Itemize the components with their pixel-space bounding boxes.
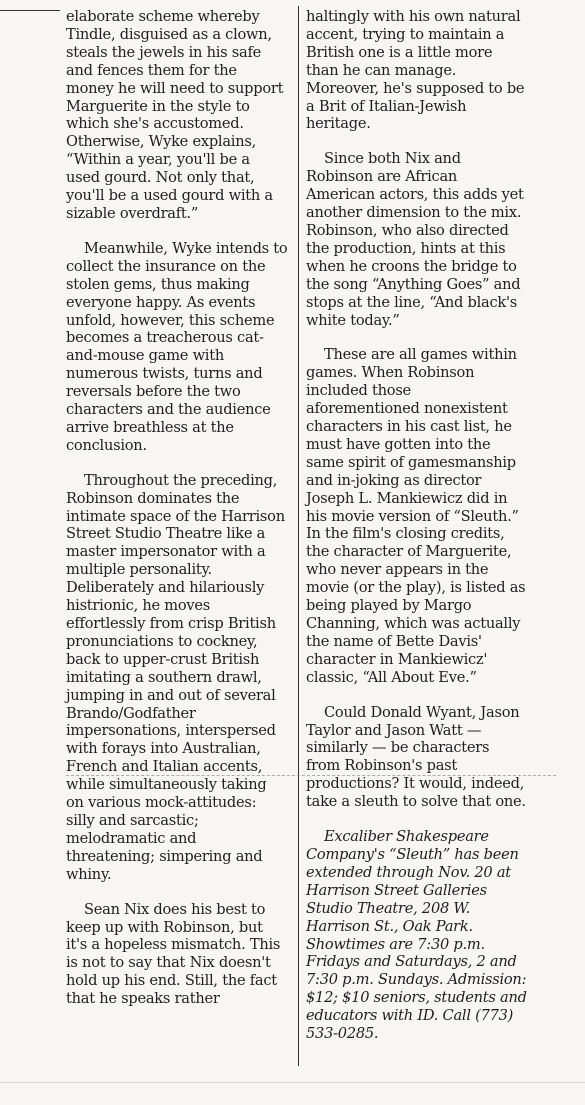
text-line: you'll be a used gourd with a bbox=[66, 187, 273, 205]
text-line: 7:30 p.m. Sundays. Admission: bbox=[306, 971, 527, 989]
text-line: British one is a little more bbox=[306, 43, 493, 61]
text-line: Joseph L. Mankiewicz did in bbox=[306, 489, 508, 507]
article-paragraph bbox=[306, 346, 540, 686]
text-line: Company's “Sleuth” has been bbox=[306, 845, 519, 863]
left-column bbox=[66, 8, 294, 1008]
text-line: is not to say that Nix doesn't bbox=[66, 954, 271, 972]
text-line: accent, trying to maintain a bbox=[306, 25, 505, 43]
text-line: used gourd. Not only that, bbox=[66, 169, 255, 187]
text-line: master impersonator with a bbox=[66, 543, 266, 561]
text-line: similarly — be characters bbox=[306, 739, 490, 757]
text-line: “Within a year, you'll be a bbox=[66, 151, 250, 169]
text-line: characters in his cast list, he bbox=[306, 418, 512, 436]
text-line: it's a hopeless mismatch. This bbox=[66, 936, 281, 954]
text-line: Otherwise, Wyke explains, bbox=[66, 133, 256, 151]
right-column bbox=[306, 8, 540, 1043]
show-info-paragraph bbox=[306, 828, 540, 1043]
text-line: take a sleuth to solve that one. bbox=[306, 793, 526, 811]
text-line: another dimension to the mix. bbox=[306, 204, 522, 222]
text-line: intimate space of the Harrison bbox=[66, 507, 285, 525]
text-line: Harrison Street Galleries bbox=[306, 881, 487, 899]
text-line: $12; $10 seniors, students and bbox=[306, 989, 527, 1007]
text-line: These are all games within bbox=[324, 346, 517, 364]
text-line: Sean Nix does his best to bbox=[84, 900, 266, 918]
text-line: effortlessly from crisp British bbox=[66, 615, 276, 632]
text-line: heritage. bbox=[306, 115, 371, 133]
article-paragraph bbox=[66, 472, 294, 884]
text-line: educators with ID. Call (773) bbox=[306, 1007, 514, 1025]
text-line: while simultaneously taking bbox=[66, 776, 267, 794]
paragraph-gap bbox=[306, 329, 540, 346]
text-line: must have gotten into the bbox=[306, 435, 491, 453]
text-line: stops at the line, “And black's bbox=[306, 293, 517, 311]
text-line: with forays into Australian, bbox=[66, 740, 261, 758]
text-line: Robinson, who also directed bbox=[306, 221, 509, 239]
text-line: Since both Nix and bbox=[324, 150, 461, 168]
text-line: In the film's closing credits, bbox=[306, 525, 505, 543]
text-line: a Brit of Italian-Jewish bbox=[306, 97, 467, 115]
text-line: classic, “All About Eve.” bbox=[306, 668, 477, 686]
text-line: included those bbox=[306, 382, 411, 400]
text-line: reversals before the two bbox=[66, 383, 241, 401]
text-line: Marguerite in the style to bbox=[66, 97, 250, 115]
text-line: Meanwhile, Wyke intends to bbox=[84, 239, 288, 257]
text-line: Deliberately and hilariously bbox=[66, 579, 265, 597]
text-line: hold up his end. Still, the fact bbox=[66, 972, 277, 990]
text-line: the song “Anything Goes” and bbox=[306, 275, 521, 293]
text-line: the character of Marguerite, bbox=[306, 543, 512, 561]
text-line: being played by Margo bbox=[306, 597, 472, 615]
text-line: Fridays and Saturdays, 2 and bbox=[306, 953, 517, 971]
text-line: Robinson are African bbox=[306, 168, 458, 186]
paragraph-gap bbox=[306, 811, 540, 828]
text-line: and in-joking as director bbox=[306, 471, 482, 489]
text-line: the name of Bette Davis' bbox=[306, 632, 482, 650]
text-line: from Robinson's past bbox=[306, 757, 458, 775]
text-line: Tindle, disguised as a clown, bbox=[66, 25, 272, 43]
text-line: stolen gems, thus making bbox=[66, 275, 250, 293]
text-line: movie (or the play), is listed as bbox=[306, 579, 526, 597]
text-line: Harrison St., Oak Park. bbox=[306, 917, 473, 935]
text-line: his movie version of “Sleuth.” bbox=[306, 507, 519, 525]
text-line: than he can manage. bbox=[306, 61, 457, 79]
fold-crease bbox=[66, 775, 556, 776]
text-line: and-mouse game with bbox=[66, 347, 224, 365]
text-line: collect the insurance on the bbox=[66, 257, 266, 275]
text-line: sizable overdraft.” bbox=[66, 204, 199, 222]
text-line: imitating a southern drawl, bbox=[66, 668, 262, 686]
text-line: Brando/Godfather bbox=[66, 704, 196, 722]
text-line: elaborate scheme whereby bbox=[66, 8, 260, 25]
text-line: Moreover, he's supposed to be bbox=[306, 79, 525, 97]
text-line: extended through Nov. 20 at bbox=[306, 863, 511, 881]
text-line: the production, hints at this bbox=[306, 239, 506, 257]
text-line: Robinson dominates the bbox=[66, 489, 240, 507]
text-line: aforementioned nonexistent bbox=[306, 400, 508, 418]
text-line: numerous twists, turns and bbox=[66, 365, 263, 383]
text-line: same spirit of gamesmanship bbox=[306, 453, 516, 471]
text-line: melodramatic and bbox=[66, 829, 197, 847]
article-paragraph bbox=[66, 240, 294, 455]
text-line: arrive breathless at the bbox=[66, 418, 234, 436]
text-line: games. When Robinson bbox=[306, 364, 475, 382]
text-line: Studio Theatre, 208 W. bbox=[306, 899, 471, 917]
text-line: characters and the audience bbox=[66, 401, 271, 419]
text-line: haltingly with his own natural bbox=[306, 8, 521, 25]
text-line: who never appears in the bbox=[306, 561, 489, 579]
page-bottom-edge bbox=[0, 1082, 585, 1083]
paragraph-gap bbox=[66, 884, 294, 901]
text-line: impersonations, interspersed bbox=[66, 722, 276, 740]
text-line: Taylor and Jason Watt — bbox=[306, 721, 482, 739]
text-line: Street Studio Theatre like a bbox=[66, 525, 266, 543]
paragraph-gap bbox=[306, 687, 540, 704]
text-line: pronunciations to cockney, bbox=[66, 632, 258, 650]
paragraph-gap bbox=[306, 133, 540, 150]
text-line: keep up with Robinson, but bbox=[66, 918, 263, 936]
article-paragraph bbox=[66, 901, 294, 1008]
paragraph-gap bbox=[66, 223, 294, 240]
paragraph-gap bbox=[66, 455, 294, 472]
text-line: which she's accustomed. bbox=[66, 115, 244, 133]
text-line: productions? It would, indeed, bbox=[306, 775, 525, 793]
text-line: that he speaks rather bbox=[66, 990, 220, 1008]
text-line: Showtimes are 7:30 p.m. bbox=[306, 935, 485, 953]
text-line: unfold, however, this scheme bbox=[66, 311, 275, 329]
text-line: whiny. bbox=[66, 865, 112, 883]
text-line: Channing, which was actually bbox=[306, 615, 521, 632]
text-line: Could Donald Wyant, Jason bbox=[324, 703, 520, 721]
text-line: Excaliber Shakespeare bbox=[324, 828, 489, 846]
text-line: back to upper-crust British bbox=[66, 650, 260, 668]
top-rule bbox=[0, 10, 60, 11]
text-line: French and Italian accents, bbox=[66, 758, 263, 776]
text-line: Throughout the preceding, bbox=[84, 471, 278, 489]
text-line: histrionic, he moves bbox=[66, 597, 211, 615]
text-line: American actors, this adds yet bbox=[306, 186, 524, 204]
text-line: character in Mankiewicz' bbox=[306, 650, 488, 668]
text-line: money he will need to support bbox=[66, 79, 284, 97]
text-line: when he croons the bridge to bbox=[306, 257, 517, 275]
text-line: on various mock-attitudes: bbox=[66, 794, 257, 812]
article-paragraph bbox=[306, 704, 540, 811]
text-line: multiple personality. bbox=[66, 561, 212, 579]
text-line: everyone happy. As events bbox=[66, 293, 256, 311]
article-paragraph bbox=[306, 150, 540, 329]
text-line: threatening; simpering and bbox=[66, 847, 263, 865]
article-paragraph bbox=[306, 8, 540, 133]
text-line: white today.” bbox=[306, 311, 400, 329]
column-divider bbox=[298, 6, 299, 1066]
text-line: steals the jewels in his safe bbox=[66, 43, 261, 61]
text-line: becomes a treacherous cat- bbox=[66, 329, 264, 347]
article-paragraph bbox=[66, 8, 294, 223]
text-line: jumping in and out of several bbox=[66, 686, 276, 704]
text-line: silly and sarcastic; bbox=[66, 811, 199, 829]
text-line: conclusion. bbox=[66, 436, 147, 454]
text-line: and fences them for the bbox=[66, 61, 237, 79]
text-line: 533-0285. bbox=[306, 1025, 379, 1043]
